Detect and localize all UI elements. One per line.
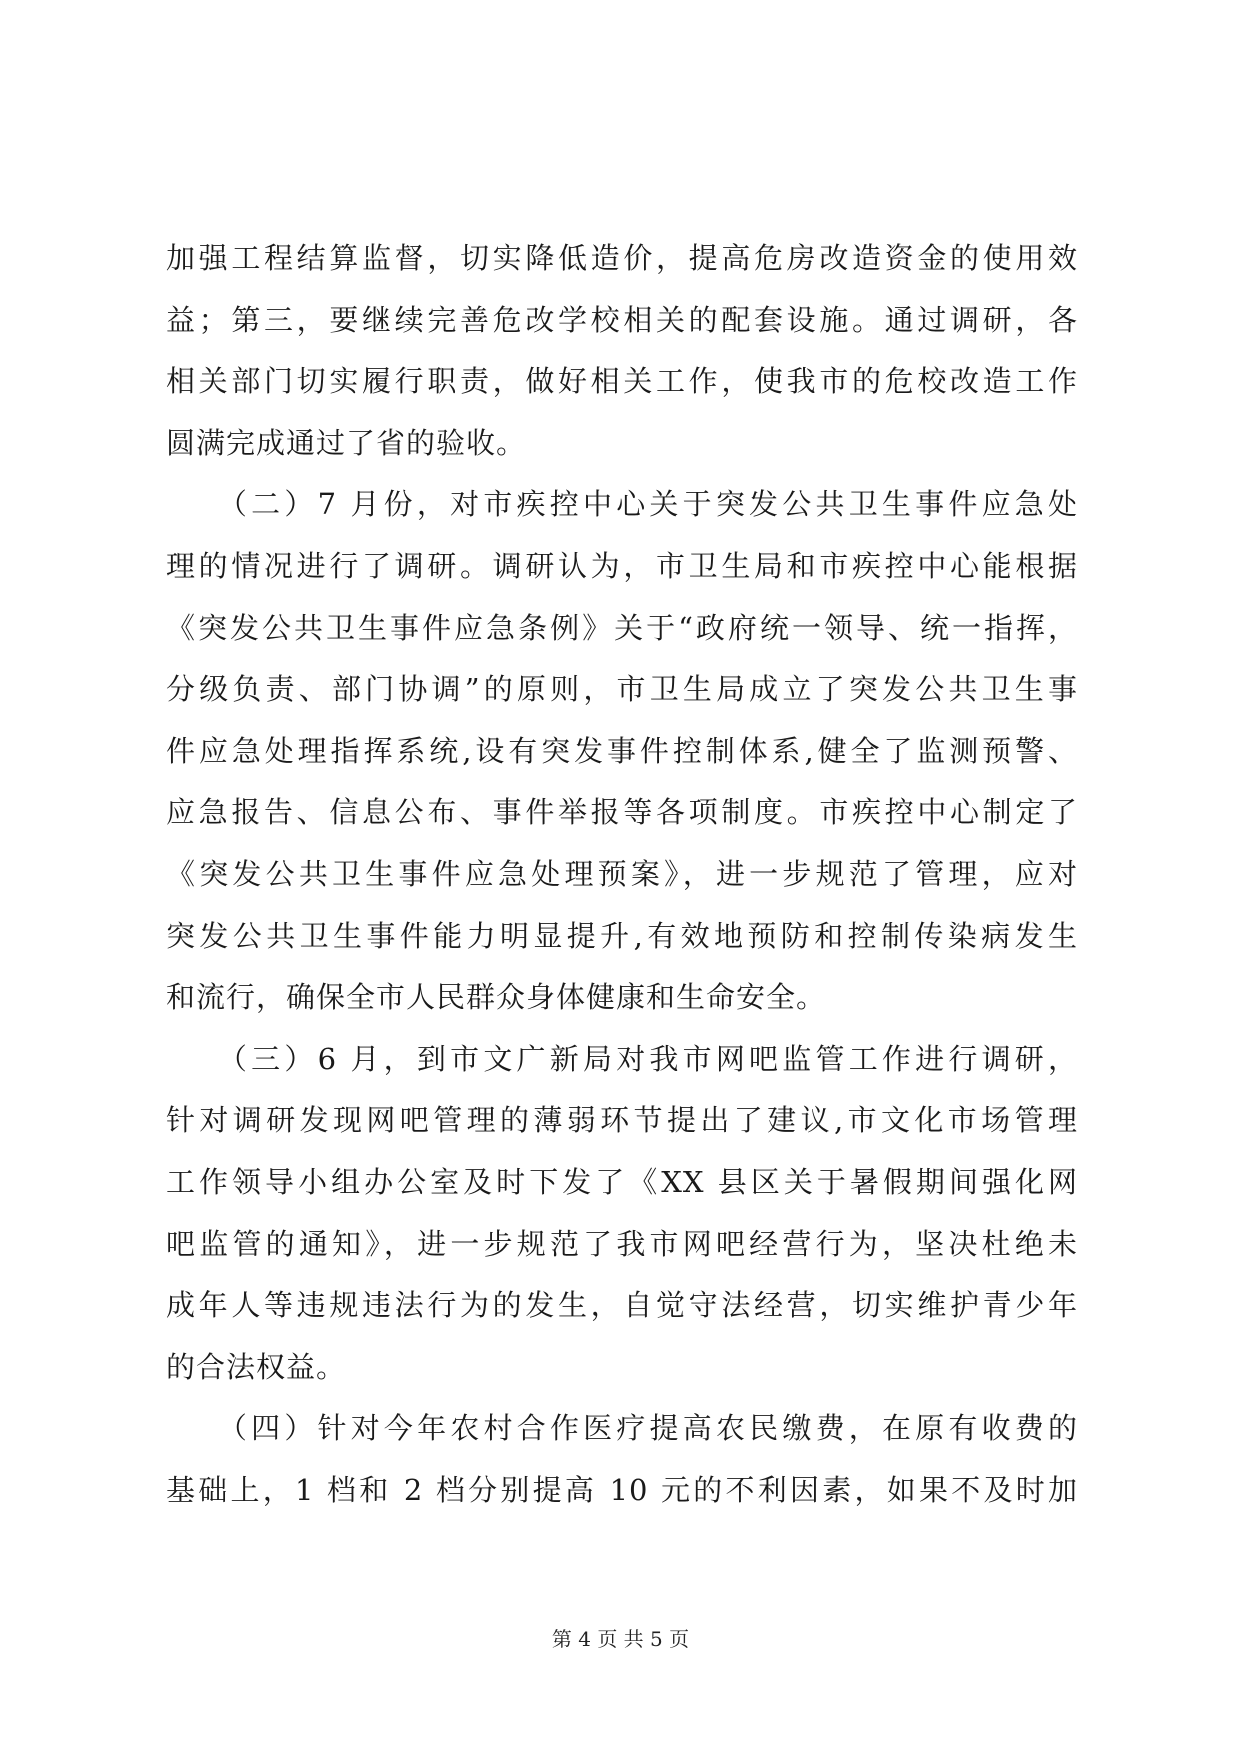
text-line: 成年人等违规违法行为的发生，自觉守法经营，切实维护青少年 [166, 1288, 1078, 1323]
text-line: 的合法权益。 [166, 1349, 347, 1384]
page-footer [0, 1626, 1241, 1652]
text-line: 应急报告、信息公布、事件举报等各项制度。市疾控中心制定了 [166, 795, 1078, 830]
text-line: 和流行，确保全市人民群众身体健康和生命安全。 [166, 980, 827, 1015]
text-line: 件应急处理指挥系统,设有突发事件控制体系,健全了监测预警、 [166, 733, 1078, 768]
text-line: 基础上，1 档和 2 档分别提高 10 元的不利因素，如果不及时加 [166, 1472, 1078, 1507]
text-line: 针对调研发现网吧管理的薄弱环节提出了建议,市文化市场管理 [166, 1103, 1078, 1138]
page-number: 第 4 页 共 5 页 [551, 1627, 690, 1651]
text-line: 理的情况进行了调研。调研认为，市卫生局和市疾控中心能根据 [166, 548, 1078, 583]
text-line: 相关部门切实履行职责，做好相关工作，使我市的危校改造工作 [166, 364, 1078, 399]
text-line: 圆满完成通过了省的验收。 [166, 425, 527, 460]
text-line: 益；第三，要继续完善危改学校相关的配套设施。通过调研，各 [166, 302, 1078, 337]
text-line: （二）7 月份，对市疾控中心关于突发公共卫生事件应急处 [166, 487, 1078, 522]
text-line: 《突发公共卫生事件应急处理预案》，进一步规范了管理，应对 [166, 856, 1078, 891]
text-line: （三）6 月，到市文广新局对我市网吧监管工作进行调研， [166, 1041, 1078, 1076]
text-line: 《突发公共卫生事件应急条例》关于“政府统一领导、统一指挥， [166, 610, 1078, 645]
text-line: 工作领导小组办公室及时下发了《XX 县区关于暑假期间强化网 [166, 1164, 1078, 1199]
text-line: （四）针对今年农村合作医疗提高农民缴费，在原有收费的 [166, 1411, 1078, 1446]
body-text [166, 228, 1078, 1521]
text-line: 加强工程结算监督，切实降低造价，提高危房改造资金的使用效 [166, 241, 1078, 275]
text-line: 分级负责、部门协调”的原则，市卫生局成立了突发公共卫生事 [166, 672, 1078, 707]
text-line: 吧监管的通知》，进一步规范了我市网吧经营行为，坚决杜绝未 [166, 1226, 1078, 1261]
text-line: 突发公共卫生事件能力明显提升,有效地预防和控制传染病发生 [166, 918, 1078, 953]
